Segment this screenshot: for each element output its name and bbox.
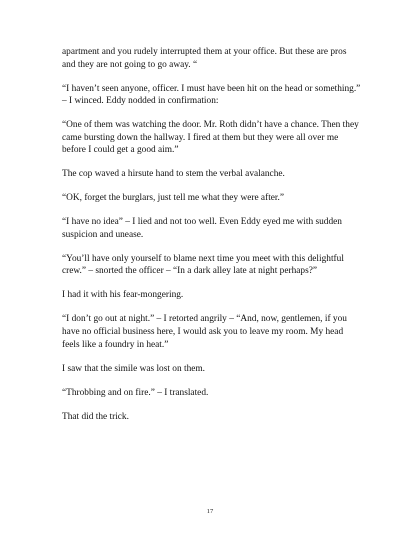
paragraph-11: “Throbbing and on fire.” – I translated. (62, 387, 209, 398)
body-text (62, 46, 362, 435)
paragraph-3: “One of them was watching the door. Mr. Roth didn’t have a chance. Then they came bursting down the hallway. I fired at them but they were all over me before I could get a good aim.” (62, 120, 359, 156)
paragraph-7: “You’ll have only yourself to blame next time you meet with this delightful crew.” – snorted the officer – “In a dark alley late at night perhaps?” (62, 253, 344, 277)
page-number: 17 (206, 508, 214, 515)
paragraph-12: That did the trick. (62, 411, 129, 422)
paragraph-10: I saw that the simile was lost on them. (62, 363, 205, 374)
paragraph-4: The cop waved a hirsute hand to stem the verbal avalanche. (62, 169, 285, 180)
paragraph-9: “I don’t go out at night.” – I retorted angrily – “And, now, gentlemen, if you have no official business here, I would ask you to leave my room. My head feels like a foundry in heat.” (62, 314, 347, 350)
paragraph-8: I had it with his fear-mongering. (62, 290, 184, 301)
paragraph-5: “OK, forget the burglars, just tell me what they were after.” (62, 193, 285, 204)
paragraph-6: “I have no idea” – I lied and not too well. Even Eddy eyed me with sudden suspicion and unease. (62, 217, 342, 240)
paragraph-1: apartment and you rudely interrupted them at your office. But these are pros and they are not going to go away. “ (62, 47, 347, 70)
paragraph-2: “I haven’t seen anyone, officer. I must have been hit on the head or something.” – I winced. Eddy nodded in confirmation: (62, 83, 361, 107)
